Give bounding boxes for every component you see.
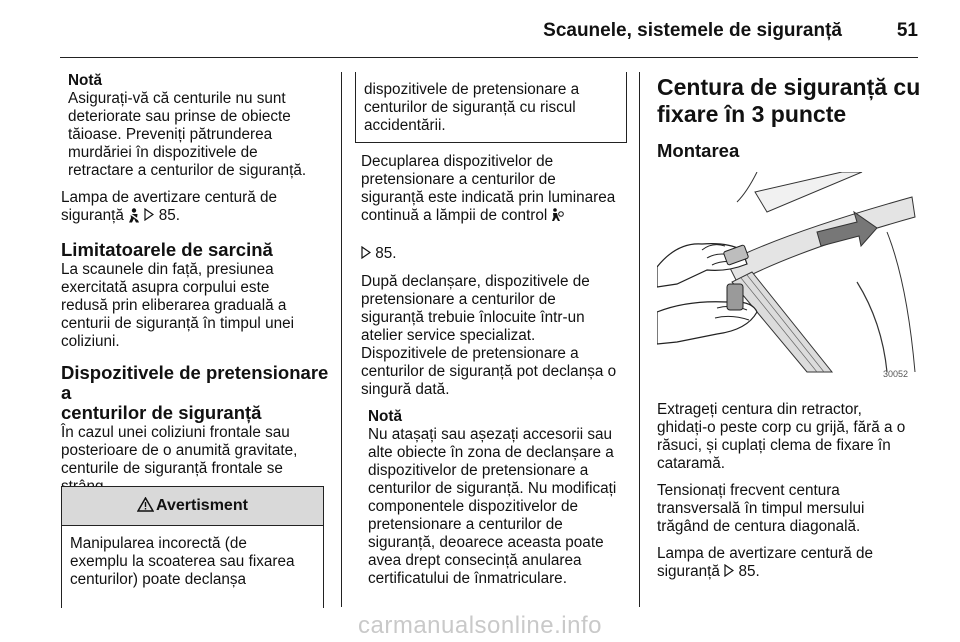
page-header-title: Scaunele, sistemele de siguranță (543, 20, 842, 41)
page-number: 51 (896, 20, 918, 41)
page-ref-arrow-icon (144, 208, 154, 226)
warning-triangle-icon (137, 497, 154, 516)
airbag-control-lamp-icon (551, 208, 564, 227)
warning-header (62, 487, 323, 526)
figure-number: 30052 (883, 369, 909, 379)
left-column (61, 72, 331, 607)
note-label: Notă (68, 72, 102, 89)
decoupling-ref: 85. (375, 245, 397, 262)
pretensioners-heading: Dispozitivele de pretensionare a centurilor de siguranță (61, 362, 329, 423)
section-title: Centura de siguranță cu fixare în 3 puncte (657, 74, 921, 127)
note-text-middle: Nu atașați sau așezați accesorii sau alte obiecte în zona de declanșare a dispozitivelor de pretensionare a centurilor de siguranță. Nu modificați componentele dispozitivelor de pretensionare a centurilor de siguranță, deoarece aceasta poate avea drept consecință anularea certificatului de înmatriculare. (368, 426, 617, 587)
warning-box-continued: dispozitivele de pretensionare a centurilor de siguranță cu riscul accidentării. (355, 72, 627, 143)
header-rule (60, 57, 918, 58)
note-label-middle: Notă (368, 408, 402, 425)
seatbelt-lamp-paragraph-right (657, 545, 925, 582)
page-ref-arrow-icon (724, 564, 734, 582)
subsection-title: Montarea (657, 140, 740, 161)
decoupling-paragraph (361, 153, 627, 264)
seatbelt-warning-icon (128, 208, 140, 228)
step2-text: Tensionați frecvent centura transversală în timpul mersului trăgând de centura diagonală. (657, 482, 865, 535)
column-divider-left (341, 72, 342, 607)
step1-text: Extrageți centura din retractor, ghidați-o peste corp cu grijă, fără a o răsuci, și cuplați clema de fixare în cataramă. (657, 401, 906, 472)
note-block (61, 72, 331, 180)
warning-title: Avertisment (156, 497, 248, 514)
warning-text: Manipularea incorectă (de exemplu la scoaterea sau fixarea centurilor) poate declanșa (70, 535, 295, 588)
pretensioners-text: În cazul unei coliziuni frontale sau posterioare de o anumită gravitate, centurile de siguranță frontale se (61, 424, 298, 477)
decoupling-text: Decuplarea dispozitivelor de pretensionare a centurilor de siguranță este indicată prin luminarea continuă a lămpii de control (361, 153, 616, 224)
note-block-middle (361, 408, 627, 588)
replacement-text: După declanșare, dispozitivele de pretensionare a centurilor de siguranță trebuie înlocuite într-un atelier service specializat. Dispozitivele de pretensionare a centurilor de siguranță pot declanșa o singură dată. (361, 273, 617, 398)
watermark: carmanualsonline.info (358, 612, 602, 639)
column-divider-right (639, 72, 640, 607)
seatbelt-lamp-text: Lampa de avertizare centură de siguranță (61, 189, 277, 224)
middle-column (361, 72, 627, 607)
right-column (657, 72, 925, 607)
seatbelt-lamp-ref-right: 85. (738, 563, 760, 580)
note-text: Asigurați-vă că centurile nu sunt deteriorate sau prinse de obiecte tăioase. Preveniți pătrunderea murdăriei în dispozitivele de retractare a centurilor de siguranță. (68, 90, 307, 179)
seatbelt-lamp-paragraph (61, 189, 331, 228)
warning-box (61, 486, 324, 608)
load-limiters-heading: Limitatoarele de sarcină (61, 239, 273, 260)
seatbelt-fastening-illustration (657, 172, 925, 387)
seatbelt-lamp-text-right: Lampa de avertizare centură de siguranță (657, 545, 873, 580)
load-limiters-text: La scaunele din față, presiunea exercitată asupra corpului este redusă prin eliberarea graduală a centurii de siguranță în timpul unei coliziuni. (61, 261, 294, 350)
page-ref-arrow-icon (361, 246, 371, 264)
seatbelt-lamp-ref: 85. (158, 207, 180, 224)
